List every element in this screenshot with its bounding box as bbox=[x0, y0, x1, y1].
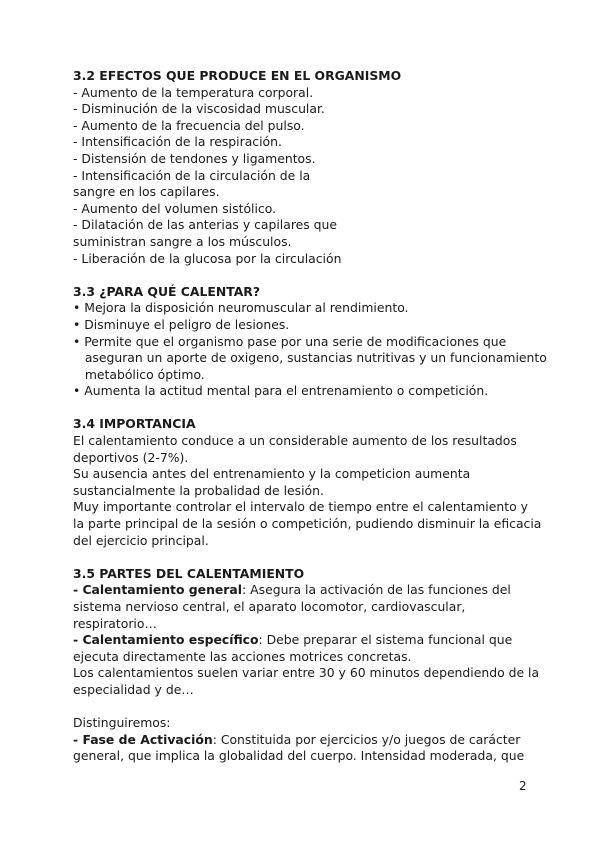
paragraph-line: sistema nervioso central, el aparato locomotor, cardiovascular, bbox=[73, 599, 466, 614]
section-heading-3-4: 3.4 IMPORTANCIA bbox=[73, 416, 196, 432]
section-heading-3-5: 3.5 PARTES DEL CALENTAMIENTO bbox=[73, 565, 305, 581]
section-heading-3-2: 3.2 EFECTOS QUE PRODUCE EN EL ORGANISMO bbox=[73, 68, 402, 83]
paragraph-line: ejecuta directamente las acciones motrices concretas. bbox=[73, 648, 412, 664]
paragraph-line: Distinguiremos: bbox=[73, 715, 171, 731]
list-item-continuation: aseguran un aporte de oxigeno, sustancias nutritivas y un funcionamiento bbox=[73, 350, 547, 366]
list-item: • Permite que el organismo pase por una serie de modificaciones que bbox=[73, 333, 507, 349]
paragraph-line: Muy importante controlar el intervalo de tiempo entre el calentamiento y bbox=[73, 499, 528, 515]
paragraph-line: del ejercicio principal. bbox=[73, 532, 209, 548]
paragraph-line: El calentamiento conduce a un considerable aumento de los resultados bbox=[73, 433, 517, 449]
paragraph-line: respiratorio… bbox=[73, 615, 157, 631]
list-item: • Aumenta la actitud mental para el entrenamiento o competición. bbox=[73, 383, 489, 399]
list-item: - Liberación de la glucosa por la circulación bbox=[73, 250, 342, 266]
list-item-continuation: suministran sangre a los músculos. bbox=[73, 233, 292, 249]
page-number: 2 bbox=[519, 779, 527, 793]
section-heading-3-3: 3.3 ¿PARA QUÉ CALENTAR? bbox=[73, 283, 261, 299]
list-item-continuation: metabólico óptimo. bbox=[73, 366, 205, 382]
paragraph-line: Los calentamientos suelen variar entre 30 y 60 minutos dependiendo de la bbox=[73, 665, 540, 681]
term-calentamiento-especifico: - Calentamiento específico bbox=[73, 632, 259, 648]
paragraph-line bbox=[73, 732, 533, 749]
paragraph-line: general, que implica la globalidad del cuerpo. Intensidad moderada, que bbox=[73, 748, 525, 764]
term-definition: : Constituida por ejercicios y/o juegos de carácter bbox=[212, 731, 521, 747]
list-item: - Dilatación de las anterias y capilares que bbox=[73, 217, 338, 233]
list-item: - Intensificación de la respiración. bbox=[73, 134, 282, 150]
list-item: • Disminuye el peligro de lesiones. bbox=[73, 316, 290, 332]
list-item: • Mejora la disposición neuromuscular al rendimiento. bbox=[73, 300, 409, 316]
list-item-continuation: sangre en los capilares. bbox=[73, 184, 220, 200]
term-calentamiento-general: - Calentamiento general bbox=[73, 582, 243, 598]
paragraph-line bbox=[73, 582, 533, 599]
term-definition: : Debe preparar el sistema funcional que bbox=[258, 632, 513, 648]
paragraph-line: Su ausencia antes del entrenamiento y la competicion aumenta bbox=[73, 466, 471, 482]
document-page bbox=[73, 68, 547, 765]
list-item: - Disminución de la viscosidad muscular. bbox=[73, 101, 325, 117]
list-item: - Aumento del volumen sistólico. bbox=[73, 200, 277, 216]
term-definition: : Asegura la activación de las funciones del bbox=[242, 582, 511, 598]
paragraph-line: especialidad y de… bbox=[73, 681, 194, 697]
paragraph-line bbox=[73, 632, 533, 649]
paragraph-line: la parte principal de la sesión o competición, pudiendo disminuir la eficacia bbox=[73, 516, 542, 532]
term-fase-activacion: - Fase de Activación bbox=[73, 731, 213, 747]
paragraph-line: sustancialmente la probalidad de lesión. bbox=[73, 482, 324, 498]
list-item: - Aumento de la frecuencia del pulso. bbox=[73, 117, 305, 133]
list-item: - Aumento de la temperatura corporal. bbox=[73, 84, 314, 100]
list-item: - Distensión de tendones y ligamentos. bbox=[73, 150, 316, 166]
paragraph-line: deportivos (2-7%). bbox=[73, 449, 189, 465]
list-item: - Intensificación de la circulación de la bbox=[73, 167, 311, 183]
